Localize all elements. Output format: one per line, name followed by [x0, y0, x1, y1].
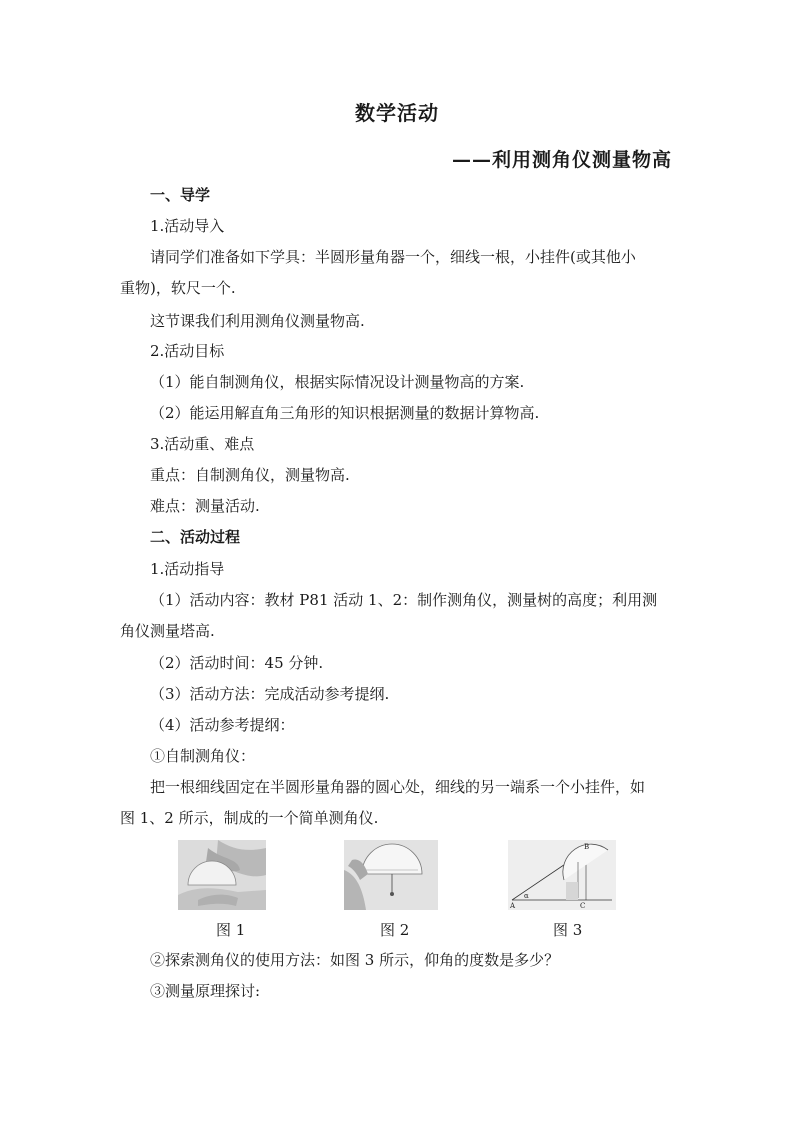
page-subtitle: ——利用测角仪测量物高 [451, 149, 672, 171]
paragraph-line: （2）活动时间：45 分钟. [150, 654, 324, 672]
subheading-key-points: 3.活动重、难点 [150, 435, 255, 453]
figure-1-image [178, 840, 266, 910]
paragraph-line: （1）能自制测角仪，根据实际情况设计测量物高的方案. [150, 373, 525, 391]
label-c: C [580, 902, 586, 910]
hands-protractor-illustration [178, 840, 266, 910]
protractor-plumb-illustration [344, 840, 438, 910]
figure-3-caption: 图 3 [553, 921, 583, 939]
paragraph-line: （3）活动方法：完成活动参考提纲. [150, 685, 390, 703]
paragraph-line: 难点：测量活动. [150, 497, 260, 515]
paragraph-line: 请同学们准备如下学具：半圆形量角器一个，细线一根，小挂件(或其他小 [150, 248, 636, 266]
section-heading-process: 二、活动过程 [150, 528, 241, 546]
paragraph-line: 这节课我们利用测角仪测量物高. [150, 312, 365, 330]
page-title: 数学活动 [355, 101, 439, 125]
paragraph-line: ②探索测角仪的使用方法：如图 3 所示，仰角的度数是多少？ [150, 951, 560, 969]
subheading-goals: 2.活动目标 [150, 342, 225, 360]
section-heading-guide: 一、导学 [150, 186, 211, 204]
figure-3-image [508, 840, 616, 910]
paragraph-line: 把一根细线固定在半圆形量角器的圆心处，细线的另一端系一个小挂件，如 [150, 778, 646, 796]
label-a: A [510, 902, 516, 910]
figure-2-image [344, 840, 438, 910]
label-alpha: α [524, 892, 529, 900]
paragraph-line: 角仪测量塔高. [120, 622, 215, 640]
paragraph-line: 重物)，软尺一个. [120, 279, 236, 297]
label-b: B [584, 843, 590, 851]
paragraph-line: （4）活动参考提纲： [150, 716, 295, 734]
paragraph-line: （2）能运用解直角三角形的知识根据测量的数据计算物高. [150, 404, 540, 422]
subheading-guidance: 1.活动指导 [150, 560, 225, 578]
paragraph-line: ③测量原理探讨: [150, 982, 261, 1000]
elevation-angle-diagram [508, 840, 616, 910]
figure-1-caption: 图 1 [216, 921, 246, 939]
paragraph-line: （1）活动内容：教材 P81 活动 1、2：制作测角仪，测量树的高度；利用测 [150, 591, 658, 609]
figure-2-caption: 图 2 [380, 921, 410, 939]
subheading-intro: 1.活动导入 [150, 217, 225, 235]
paragraph-line: ①自制测角仪： [150, 747, 256, 765]
paragraph-line: 图 1、2 所示，制成的一个简单测角仪. [120, 809, 379, 827]
paragraph-line: 重点：自制测角仪，测量物高. [150, 466, 350, 484]
